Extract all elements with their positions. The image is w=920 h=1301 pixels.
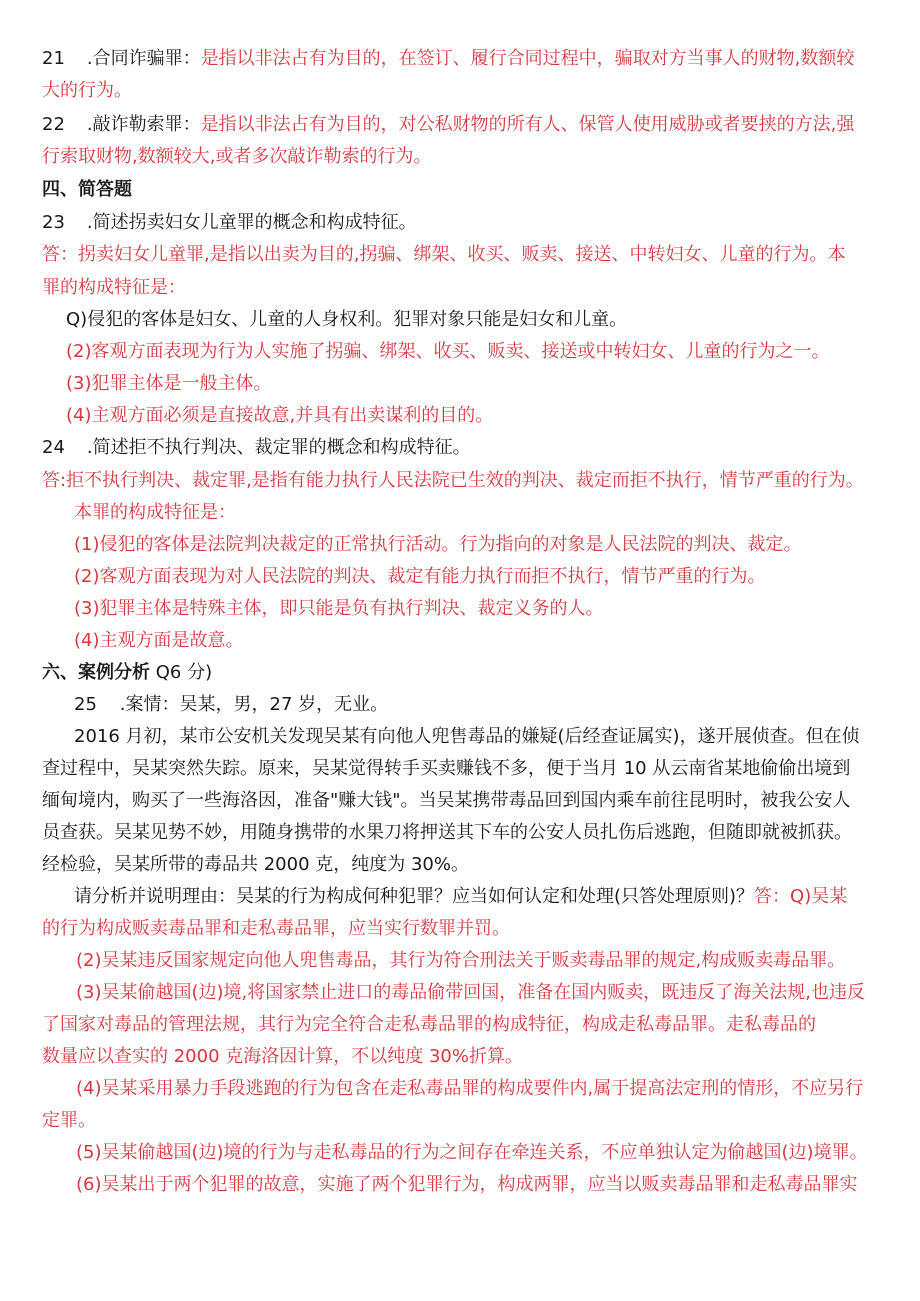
q25-fact-2: 查过程中，吴某突然失踪。原来，吴某觉得转手买卖赚钱不多，便于当月 10 从云南省某地偷偷出境到: [42, 758, 851, 779]
section-6-line: [42, 661, 212, 685]
q22-number: 22: [42, 114, 65, 135]
q25-answer-2: (2)吴某违反国家规定向他人兜售毒品，其行为符合刑法关于贩卖毒品罪的规定,构成贩卖毒品罪。: [76, 950, 846, 971]
q22-line-1: [42, 113, 854, 137]
q22-answer-2: 行索取财物,数额较大,或者多次敲诈勒索的行为。: [42, 146, 432, 167]
q25-fact-4: 员查获。吴某见势不妙，用随身携带的水果刀将押送其下车的公安人员扎伤后逃跑，但随即就被抓获。: [42, 822, 852, 843]
q21-answer-2: 大的行为。: [42, 80, 132, 101]
q22-title: .敲诈勒索罪：: [86, 114, 201, 135]
q25-answer-1: 的行为构成贩卖毒品罪和走私毒品罪，应当实行数罪并罚。: [42, 918, 510, 939]
q22-answer-1: 是指以非法占有为目的，对公私财物的所有人、保管人使用威胁或者要挟的方法,强: [200, 114, 855, 135]
q21-title: .合同诈骗罪：: [86, 48, 201, 69]
q25-answer-5: (5)吴某偷越国(边)境的行为与走私毒品的行为之间存在牵连关系，不应单独认定为偷越国(边)境罪。: [76, 1142, 868, 1163]
q24-number: 24: [42, 437, 65, 458]
q25-answer-start: 答：Q)吴某: [754, 886, 848, 907]
q24-answer-1: 答:拒不执行判决、裁定罪,是指有能力执行人民法院已生效的判决、裁定而拒不执行，情节严重的行为。: [42, 470, 864, 491]
q25-answer-4b: 定罪。: [42, 1110, 96, 1131]
q24-answer-2: 本罪的构成特征是：: [74, 502, 236, 523]
q25-answer-3a: (3)吴某偷越国(边)境,将国家禁止进口的毒品偷带回国，准备在国内贩卖，既违反了海关法规,也违反: [76, 982, 865, 1003]
q23-point-1: Q)侵犯的客体是妇女、儿童的人身权利。犯罪对象只能是妇女和儿童。: [66, 309, 628, 330]
q25-fact-3: 缅甸境内，购买了一些海洛因，准备"赚大钱"。当吴某携带毒品回到国内乘车前往昆明时，被我公安人: [42, 790, 851, 811]
q24-point-1: (1)侵犯的客体是法院判决裁定的正常执行活动。行为指向的对象是人民法院的判决、裁定。: [74, 534, 802, 555]
q24-point-3: (3)犯罪主体是特殊主体，即只能是负有执行判决、裁定义务的人。: [74, 598, 604, 619]
q24-line: [42, 436, 471, 460]
q21-number: 21: [42, 48, 65, 69]
q24-title: .简述拒不执行判决、裁定罪的概念和构成特征。: [86, 437, 471, 458]
q25-answer-3b: 了国家对毒品的管理法规，其行为完全符合走私毒品罪的构成特征，构成走私毒品罪。走私毒品的: [42, 1014, 816, 1035]
q23-answer-2: 罪的构成特征是：: [42, 277, 186, 298]
q24-point-2: (2)客观方面表现为对人民法院的判决、裁定有能力执行而拒不执行，情节严重的行为。: [74, 566, 766, 587]
q23-answer-1: 答：拐卖妇女儿童罪,是指以出卖为目的,拐骗、绑架、收买、贩卖、接送、中转妇女、儿童的行为。本: [42, 244, 846, 265]
q25-answer-6: (6)吴某出于两个犯罪的故意，实施了两个犯罪行为，构成两罪，应当以贩卖毒品罪和走私毒品罪实: [76, 1174, 858, 1195]
q23-point-2: (2)客观方面表现为行为人实施了拐骗、绑架、收买、贩卖、接送或中转妇女、儿童的行为之一。: [66, 341, 830, 362]
q25-fact-5: 经检验，吴某所带的毒品共 2000 克，纯度为 30%。: [42, 854, 469, 875]
q23-point-3: (3)犯罪主体是一般主体。: [66, 373, 272, 394]
q25-case-line: 25 .案情：吴某，男，27 岁，无业。: [74, 694, 389, 715]
q23-title: .简述拐卖妇女儿童罪的概念和构成特征。: [86, 212, 417, 233]
q21-answer-1: 是指以非法占有为目的，在签订、履行合同过程中，骗取对方当事人的财物,数额较: [200, 48, 855, 69]
q25-fact-1: 2016 月初，某市公安机关发现吴某有向他人兜售毒品的嫌疑(后经查证属实)，遂开展侦查。但在侦: [74, 726, 860, 747]
section-4-heading: 四、简答题: [42, 179, 132, 200]
q23-number: 23: [42, 212, 65, 233]
q24-point-4: (4)主观方面是故意。: [74, 630, 244, 651]
section-6-score: Q6 分): [150, 662, 213, 683]
q23-line: [42, 211, 417, 235]
q25-question-line: [74, 885, 847, 909]
q25-answer-3c: 数量应以查实的 2000 克海洛因计算，不以纯度 30%折算。: [42, 1046, 523, 1067]
q21-line-1: [42, 47, 854, 71]
section-6-heading: 六、案例分析: [42, 662, 150, 683]
q25-question: 请分析并说明理由：吴某的行为构成何种犯罪？应当如何认定和处理(只答处理原则)？: [74, 886, 755, 907]
q25-answer-4a: (4)吴某采用暴力手段逃跑的行为包含在走私毒品罪的构成要件内,属于提高法定刑的情形，不应另行: [76, 1078, 864, 1099]
q23-point-4: (4)主观方面必须是直接故意,并具有出卖谋利的目的。: [66, 405, 494, 426]
